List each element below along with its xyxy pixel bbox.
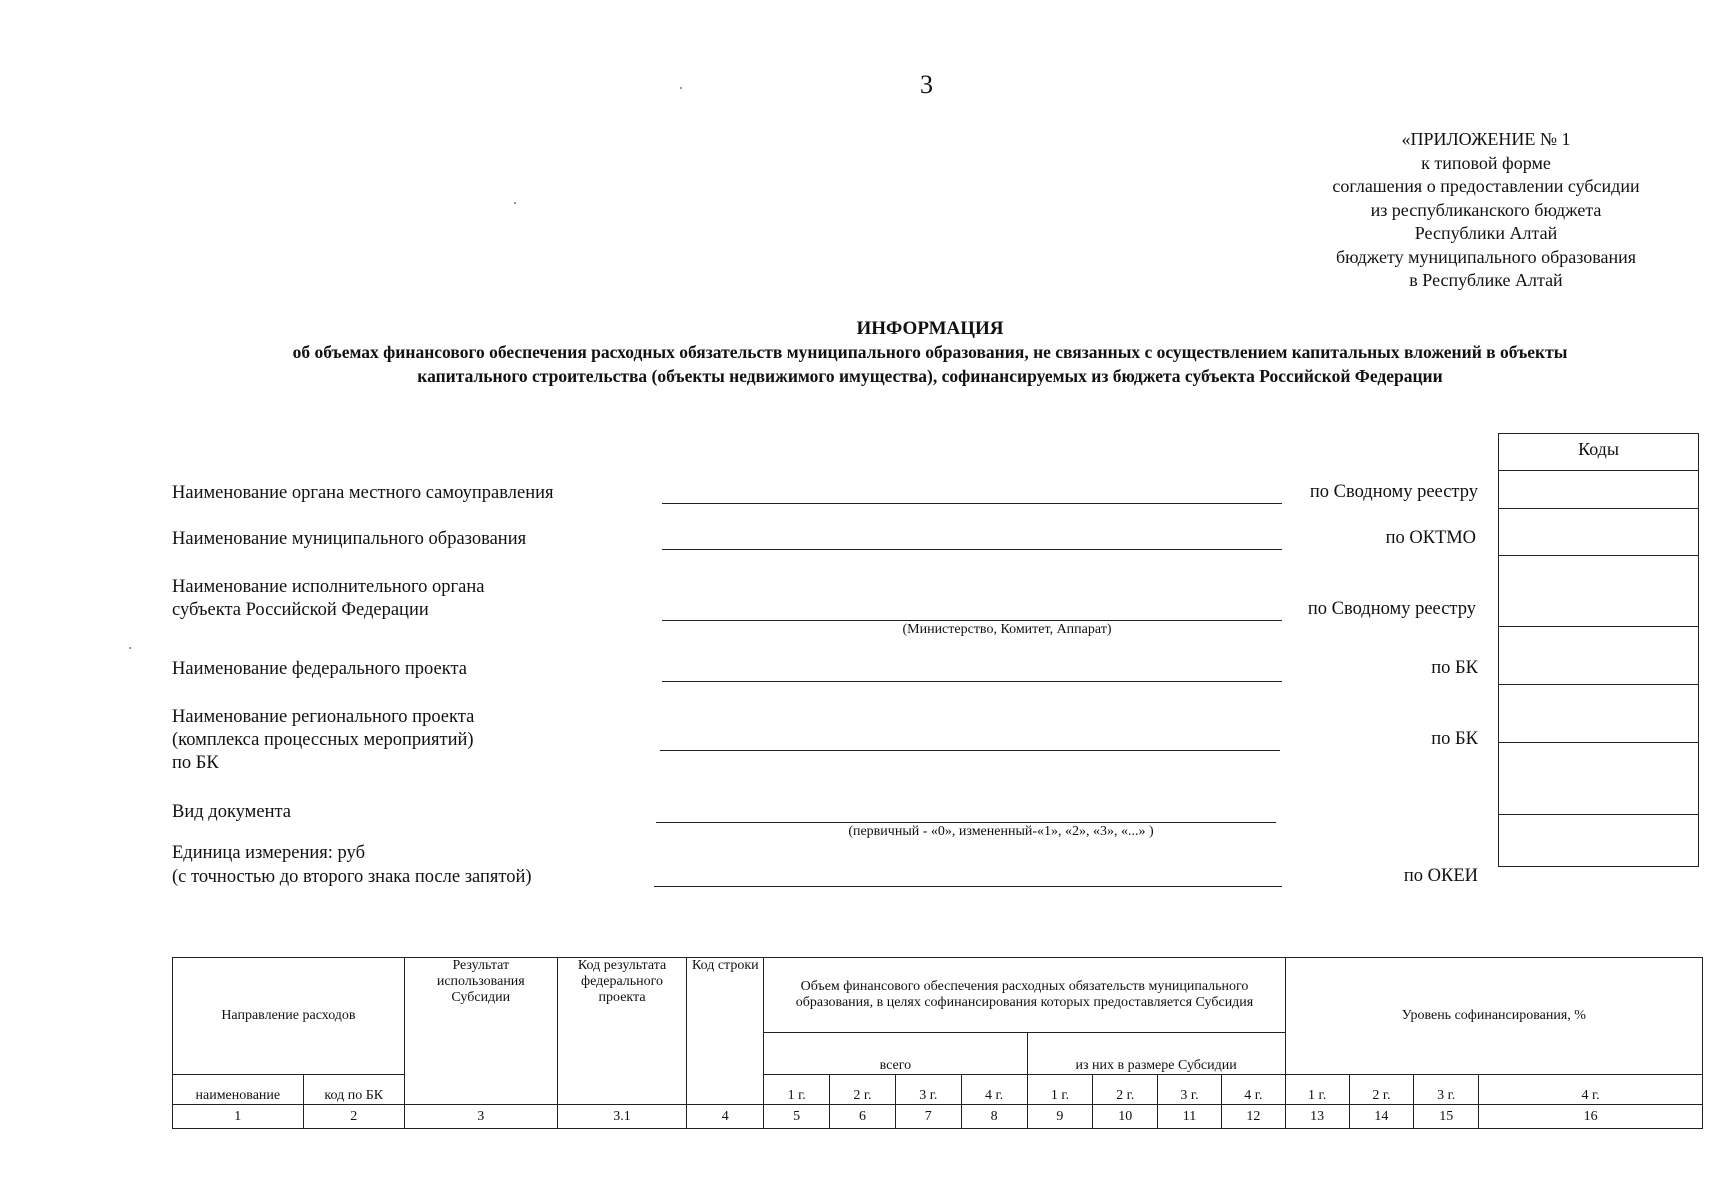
label-unit-line-1: Единица измерения: руб	[172, 843, 365, 863]
column-number: 2	[303, 1105, 404, 1129]
label-document-type: Вид документа	[172, 802, 292, 822]
code-label-okei: по ОКЕИ	[1403, 866, 1478, 886]
code-cell-oktmo[interactable]	[1499, 509, 1698, 556]
header-year: 1 г.	[1027, 1075, 1093, 1105]
input-federal-project[interactable]	[662, 681, 1282, 682]
code-label-svodny-reestr: по Сводному реестру	[1309, 482, 1478, 502]
header-direction: Направление расходов	[173, 958, 405, 1075]
column-number: 11	[1158, 1105, 1222, 1129]
code-cell-doc-type[interactable]	[1499, 743, 1698, 815]
scan-speck	[514, 202, 516, 204]
column-number: 4	[687, 1105, 764, 1129]
header-year: 2 г.	[1093, 1075, 1158, 1105]
scan-speck	[129, 647, 131, 649]
header-level: Уровень софинансирования, %	[1285, 958, 1702, 1075]
input-executive-body[interactable]	[662, 620, 1282, 621]
header-year: 3 г.	[1158, 1075, 1222, 1105]
label-local-government: Наименование органа местного самоуправления	[172, 483, 554, 503]
header-year: 4 г.	[1479, 1075, 1703, 1105]
header-volume: Объем финансового обеспечения расходных обязательств муниципального образования, в целях софинансирования которых предоставляется Субсидия	[764, 958, 1285, 1033]
column-number: 7	[895, 1105, 961, 1129]
column-number: 12	[1221, 1105, 1285, 1129]
header-subsidy-part: из них в размере Субсидии	[1027, 1033, 1285, 1075]
label-unit-line-2: (с точностью до второго знака после запятой)	[172, 867, 532, 887]
appendix-header	[1276, 128, 1696, 293]
column-number: 14	[1349, 1105, 1414, 1129]
label-regional-project-line-3: по БК	[172, 753, 219, 773]
hint-document-type: (первичный - «0», измененный-«1», «2», «3», «...» )	[848, 824, 1154, 839]
input-document-type[interactable]	[656, 822, 1276, 823]
header-name: наименование	[173, 1075, 304, 1105]
header-total: всего	[764, 1033, 1027, 1075]
scan-speck	[680, 87, 682, 89]
header-year: 4 г.	[1221, 1075, 1285, 1105]
appendix-line: «ПРИЛОЖЕНИЕ № 1	[1401, 129, 1571, 149]
code-label-oktmo: по ОКТМО	[1385, 528, 1476, 548]
column-number: 5	[764, 1105, 830, 1129]
financing-table	[172, 957, 1703, 1129]
appendix-line: в Республике Алтай	[1409, 270, 1563, 290]
header-year: 2 г.	[1349, 1075, 1414, 1105]
header-year: 4 г.	[961, 1075, 1027, 1105]
header-result-code: Код результата федерального проекта	[557, 958, 687, 1105]
column-number: 10	[1093, 1105, 1158, 1129]
column-number: 16	[1479, 1105, 1703, 1129]
code-cell-svodny-reestr-2[interactable]	[1499, 556, 1698, 627]
column-number: 3.1	[557, 1105, 687, 1129]
appendix-line: бюджету муниципального образования	[1335, 246, 1637, 267]
appendix-line: соглашения о предоставлении субсидии	[1332, 176, 1640, 196]
appendix-line: из республиканского бюджета	[1370, 199, 1602, 220]
code-label-bk-regional: по БК	[1431, 729, 1478, 749]
header-result: Результат использования Субсидии	[404, 958, 557, 1105]
codes-header: Коды	[1499, 434, 1698, 471]
appendix-line: к типовой форме	[1421, 152, 1551, 173]
input-municipality[interactable]	[662, 549, 1282, 550]
code-cell-bk-regional[interactable]	[1499, 685, 1698, 743]
label-regional-project-line-1: Наименование регионального проекта	[172, 707, 475, 727]
header-row-code: Код строки	[687, 958, 764, 1105]
label-regional-project-line-2: (комплекса процессных мероприятий)	[172, 730, 474, 750]
document-subtitle-line-2: капитального строительства (объекты недвижимого имущества), софинансируемых из бюджета субъекта Российской Федерации	[417, 366, 1443, 386]
header-bk-code: код по БК	[303, 1075, 404, 1105]
column-number: 8	[961, 1105, 1027, 1129]
label-executive-body-line-1: Наименование исполнительного органа	[172, 577, 485, 597]
input-unit[interactable]	[654, 886, 1282, 887]
header-year: 2 г.	[830, 1075, 896, 1105]
header-year: 3 г.	[895, 1075, 961, 1105]
column-number: 9	[1027, 1105, 1093, 1129]
hint-executive-body: (Министерство, Комитет, Аппарат)	[902, 622, 1112, 637]
header-year: 1 г.	[764, 1075, 830, 1105]
document-subtitle-line-1: об объемах финансового обеспечения расходных обязательств муниципального образования, не связанных с осуществлением капитальных вложений в объекты	[292, 342, 1568, 362]
document-title: ИНФОРМАЦИЯ	[856, 318, 1004, 339]
code-label-bk-federal: по БК	[1431, 658, 1478, 678]
code-label-svodny-reestr-2: по Сводному реестру	[1307, 599, 1476, 619]
column-number: 1	[173, 1105, 304, 1129]
header-year: 3 г.	[1414, 1075, 1479, 1105]
input-regional-project[interactable]	[660, 750, 1280, 751]
code-cell-svodny-reestr[interactable]	[1499, 470, 1698, 509]
header-year: 1 г.	[1285, 1075, 1349, 1105]
column-number: 6	[830, 1105, 896, 1129]
column-number: 13	[1285, 1105, 1349, 1129]
appendix-line: Республики Алтай	[1414, 223, 1558, 243]
column-number: 15	[1414, 1105, 1479, 1129]
column-number: 3	[404, 1105, 557, 1129]
codes-box	[1498, 433, 1699, 867]
label-executive-body-line-2: субъекта Российской Федерации	[172, 600, 429, 620]
label-municipality: Наименование муниципального образования	[172, 529, 527, 549]
page-number: 3	[920, 70, 933, 99]
input-local-government[interactable]	[662, 503, 1282, 504]
label-federal-project: Наименование федерального проекта	[172, 659, 468, 679]
code-cell-bk-federal[interactable]	[1499, 627, 1698, 685]
